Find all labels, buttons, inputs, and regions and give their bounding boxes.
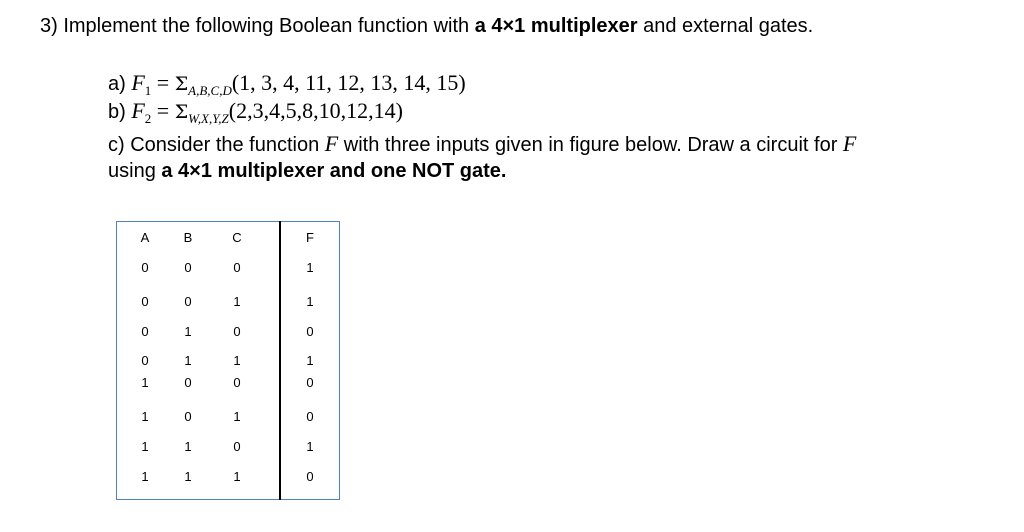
part-c-line-2-text: using xyxy=(108,160,162,182)
header-a: A xyxy=(140,230,150,245)
cell-b: 1 xyxy=(184,324,192,339)
cell-a: 0 xyxy=(141,294,149,309)
part-a xyxy=(108,70,466,96)
cell-b: 1 xyxy=(184,439,192,454)
part-a-sigma: Σ xyxy=(174,73,189,95)
title-bold-text: a 4×1 multiplexer xyxy=(474,15,638,37)
header-b: B xyxy=(183,230,193,245)
cell-b: 1 xyxy=(184,353,192,368)
part-b xyxy=(108,98,403,124)
part-b-equation xyxy=(131,98,403,126)
cell-c: 1 xyxy=(233,469,241,484)
part-a-vars: A,B,C,D xyxy=(188,83,232,98)
part-b-equals: = xyxy=(151,98,175,123)
cell-c: 1 xyxy=(233,353,241,368)
part-c-func: F xyxy=(324,131,339,156)
cell-f: 0 xyxy=(306,324,314,339)
title-text: 3) Implement the following Boolean function with xyxy=(40,15,475,37)
part-b-func: F xyxy=(131,98,145,123)
title-suffix-text: and external gates. xyxy=(637,15,814,37)
cell-f: 1 xyxy=(306,294,314,309)
question-title xyxy=(40,15,813,38)
cell-f: 0 xyxy=(306,409,314,424)
cell-a: 0 xyxy=(141,353,149,368)
cell-c: 1 xyxy=(233,294,241,309)
truth-table-divider xyxy=(279,221,281,500)
part-b-label: b) xyxy=(108,101,132,123)
part-a-equals: = xyxy=(151,70,175,95)
cell-f: 0 xyxy=(306,375,314,390)
cell-b: 0 xyxy=(184,409,192,424)
part-a-terms: (1, 3, 4, 11, 12, 13, 14, 15) xyxy=(231,70,466,95)
part-c-mid-text: with three inputs given in figure below. Draw a circuit for xyxy=(338,134,843,156)
part-b-sigma: Σ xyxy=(174,101,189,123)
cell-a: 1 xyxy=(141,375,149,390)
cell-c: 0 xyxy=(233,260,241,275)
cell-c: 0 xyxy=(233,375,241,390)
cell-f: 0 xyxy=(306,469,314,484)
cell-b: 0 xyxy=(184,375,192,390)
part-c-func-2: F xyxy=(842,131,857,156)
cell-f: 1 xyxy=(306,439,314,454)
cell-b: 1 xyxy=(184,469,192,484)
part-b-func-sub: 2 xyxy=(144,111,152,126)
cell-a: 1 xyxy=(141,439,149,454)
part-a-func-sub: 1 xyxy=(144,83,152,98)
cell-b: 0 xyxy=(184,260,192,275)
part-c-line-2-bold: a 4×1 multiplexer and one NOT gate. xyxy=(161,160,507,182)
part-a-equation xyxy=(131,70,466,98)
part-c-line-2 xyxy=(108,160,506,183)
cell-c: 1 xyxy=(233,409,241,424)
cell-f: 1 xyxy=(306,260,314,275)
part-a-func: F xyxy=(131,70,145,95)
cell-a: 0 xyxy=(141,324,149,339)
cell-a: 0 xyxy=(141,260,149,275)
cell-f: 1 xyxy=(306,353,314,368)
part-b-vars: W,X,Y,Z xyxy=(188,111,229,126)
cell-c: 0 xyxy=(233,324,241,339)
part-c-line-1 xyxy=(108,131,856,157)
header-f: F xyxy=(306,230,314,245)
part-b-terms: (2,3,4,5,8,10,12,14) xyxy=(228,98,403,123)
cell-b: 0 xyxy=(184,294,192,309)
cell-a: 1 xyxy=(141,409,149,424)
cell-a: 1 xyxy=(141,469,149,484)
cell-c: 0 xyxy=(233,439,241,454)
part-c-text: c) Consider the function xyxy=(108,134,325,156)
part-a-label: a) xyxy=(108,73,132,95)
header-c: C xyxy=(232,230,242,245)
